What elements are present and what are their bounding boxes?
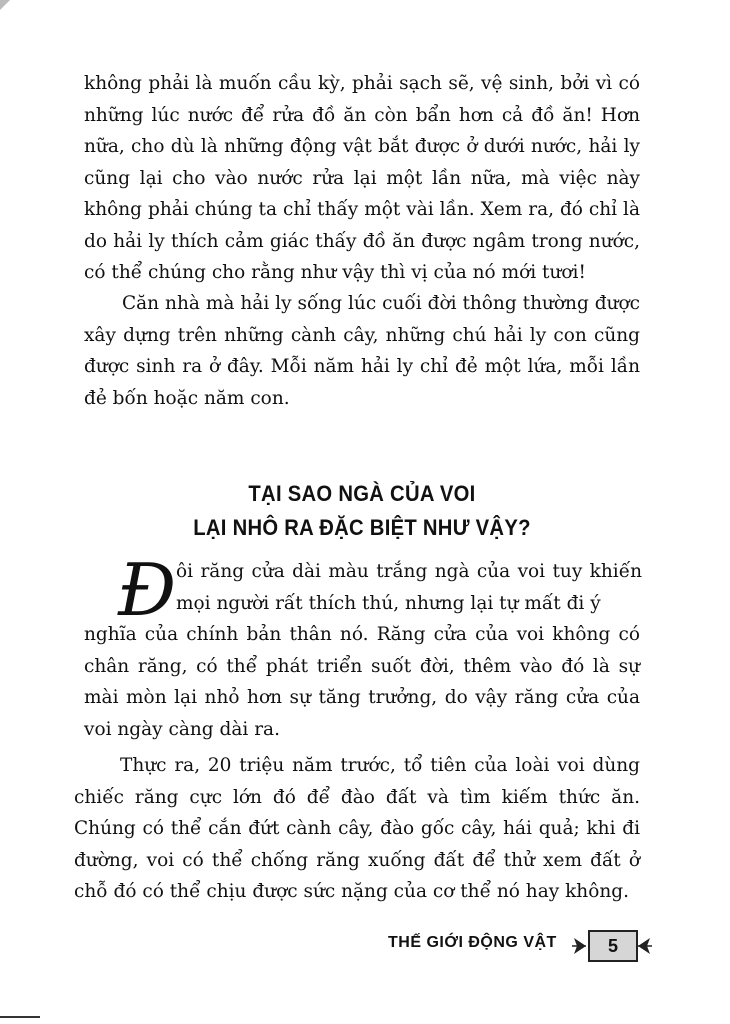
section-heading [106,477,618,545]
leaf-ornament-right-icon [636,934,654,958]
page-footer [380,928,660,964]
paragraph-2: Căn nhà mà hải ly sống lúc cuối đời thông thường được xây dựng trên những cành cây, những chú hải ly con cũng được sinh ra ở đây. Mỗi năm hải ly chỉ đẻ một lứa, mỗi lần đẻ bốn hoặc năm con. [84,293,640,409]
scan-edge-line [0,1016,40,1018]
footer-book-title: THẾ GIỚI ĐỘNG VẬT [388,934,557,951]
page-number-badge [588,930,638,962]
paragraph-1: không phải là muốn cầu kỳ, phải sạch sẽ, vệ sinh, bởi vì có những lúc nước để rửa đồ ăn còn bẩn hơn cả đồ ăn! Hơn nữa, cho dù là những động vật bắt được ở dưới nước, hải ly cũng lại cho vào nước rửa lại một lần nữa, mà việc này không phải chúng ta chỉ thấy một vài lần. Xem ra, đó chỉ là do hải ly thích cảm giác thấy đồ ăn được ngâm trong nước, có thể chúng cho rằng như vậy thì vị của nó mới tươi! [84,73,640,283]
heading-line-2: LẠI NHÔ RA ĐẶC BIỆT NHƯ VẬY? [193,515,531,540]
paragraph-3-first-lines: ôi răng cửa dài màu trắng ngà của voi tuy khiến mọi người rất thích thú, nhưng lại tự mất đi ý [176,561,642,614]
leaf-ornament-left-icon [570,934,588,958]
page-number: 5 [607,935,618,956]
paragraph-4: Thực ra, 20 triệu năm trước, tổ tiên của loài voi dùng chiếc răng cực lớn đó để đào đất và tìm kiếm thức ăn. Chúng có thể cắn đứt cành cây, đào gốc cây, hái quả; khi đi đường, voi có thể chống răng xuống đất để thử xem đất ở chỗ đó có thể chịu được sức nặng của cơ thể nó hay không. [74,755,640,902]
corner-mark [0,0,10,10]
heading-line-1: TẠI SAO NGÀ CỦA VOI [248,481,476,506]
drop-cap: Đ [118,548,177,632]
paragraph-3-rest: nghĩa của chính bản thân nó. Răng cửa của voi không có chân răng, có thể phát triển suốt đời, thêm vào đó là sự mài mòn lại nhỏ hơn sự tăng trưởng, do vậy răng cửa của voi ngày càng dài ra. [84,624,640,740]
